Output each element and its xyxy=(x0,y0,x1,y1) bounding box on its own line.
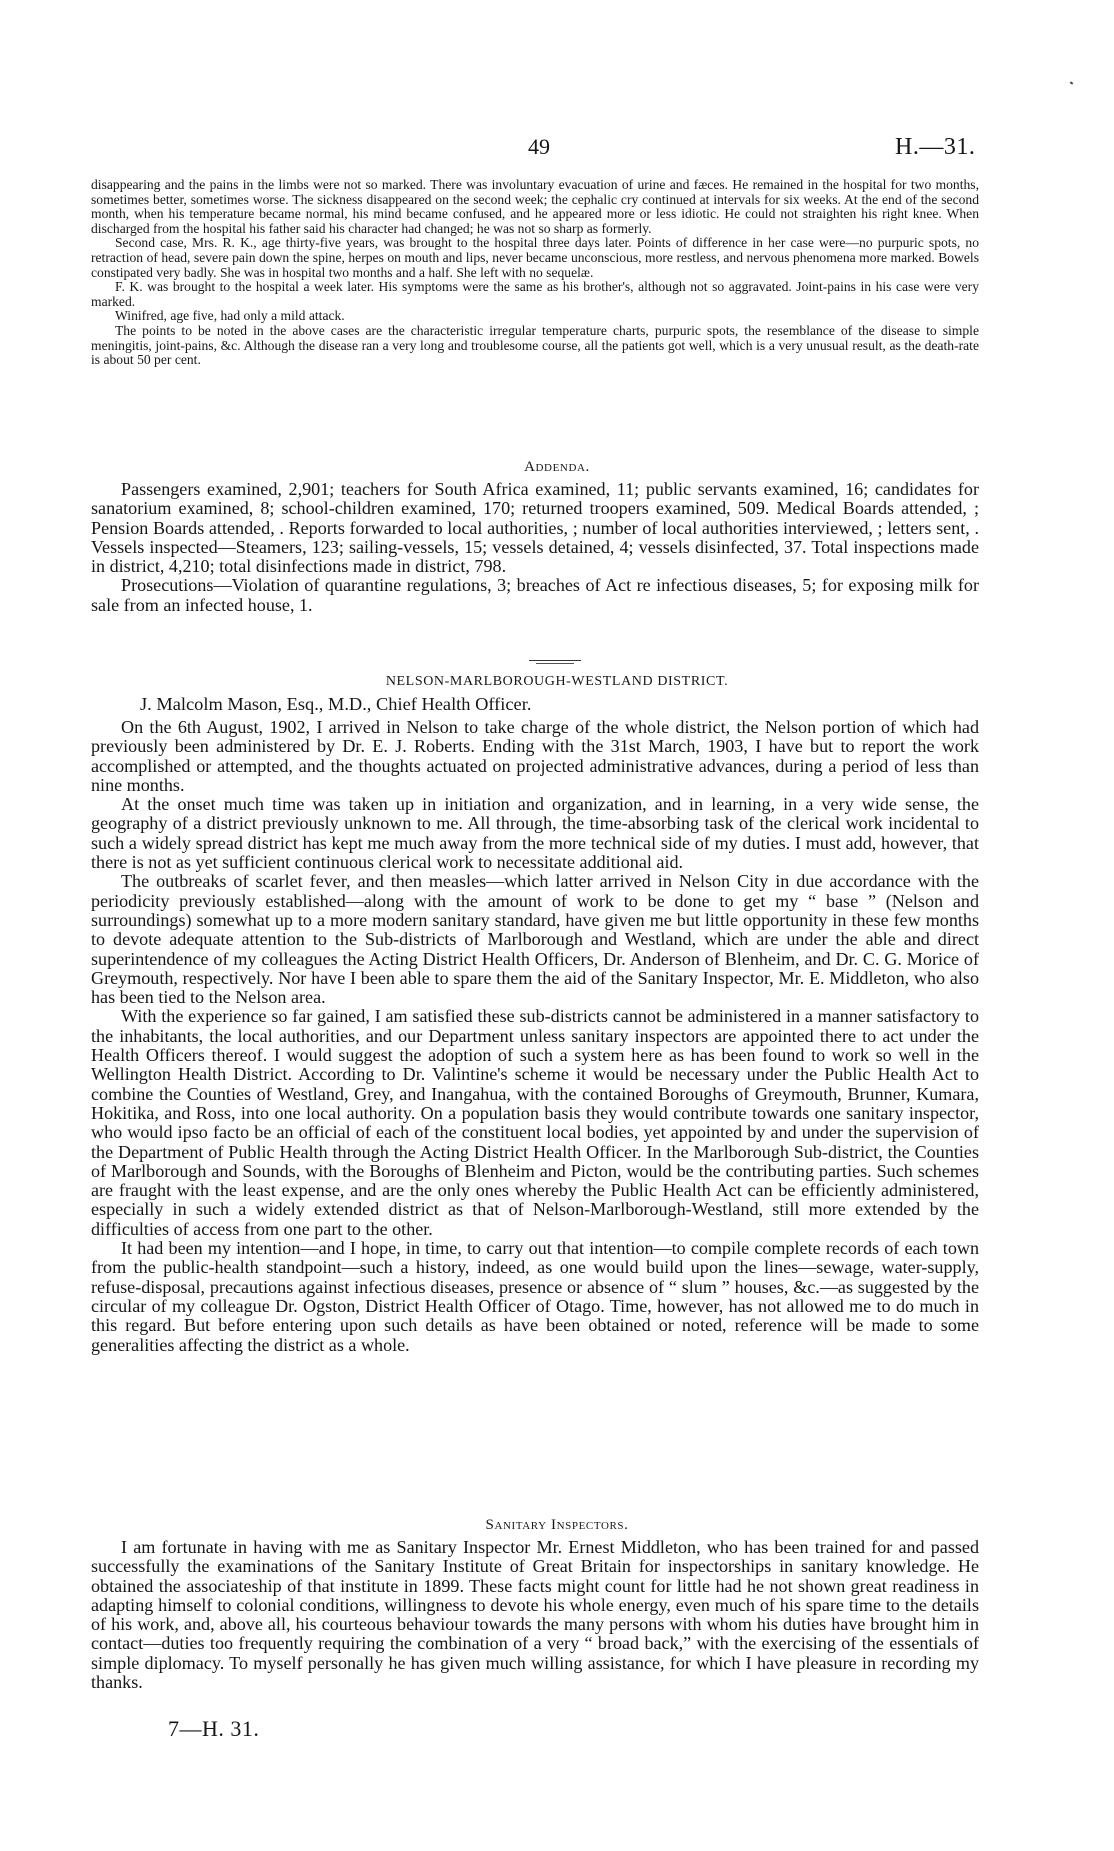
page-number: 49 xyxy=(528,134,550,159)
footer-signature: 7—H. 31. xyxy=(168,1716,260,1741)
district-paragraph: It had been my intention—and I hope, in time, to carry out that intention—to compile complete records of each town from the public-health standpoint—such a history, indeed, as one would build upon the lines—sewage, water-supply, refuse-disposal, precautions against infectious diseases, presence or absence of “ slum ” houses, &c.—as suggested by the circular of my colleague Dr. Ogston, District Health Officer of Otago. Time, however, has not allowed me to do much in this regard. But before entering upon such details as have been obtained or noted, reference will be made to some generalities affecting the district as a whole. xyxy=(91,1238,979,1355)
sanitary-inspectors-heading: Sanitary Inspectors. xyxy=(485,1517,629,1533)
section-divider xyxy=(529,660,581,661)
district-paragraph: The outbreaks of scarlet fever, and then measles—which latter arrived in Nelson City in due accordance with the periodicity previously established—along with the amount of work to be done to get my “ base ” (Nelson and surroundings) somewhat up to a more modern sanitary standard, have given me but little opportunity in these few months to devote adequate attention to the Sub-districts of Marlborough and Westland, which are under the able and direct superintendence of my colleagues the Acting District Health Officers, Dr. Anderson of Blenheim, and Dr. C. G. Morice of Greymouth, respectively. Nor have I been able to spare them the aid of the Sanitary Inspector, Mr. E. Middleton, who also has been tied to the Nelson area. xyxy=(91,871,979,1008)
author-line: J. Malcolm Mason, Esq., M.D., Chief Health Officer. xyxy=(140,694,532,714)
scan-speck xyxy=(1070,81,1074,84)
district-paragraph: With the experience so far gained, I am satisfied these sub-districts cannot be administered in a manner satisfactory to the inhabitants, the local authorities, and our Department unless sanitary inspectors are appointed there to act under the Health Officers thereof. I would suggest the adoption of such a system here as has been found to work so well in the Wellington Health District. According to Dr. Valintine's scheme it would be necessary under the Public Health Act to combine the Counties of Westland, Grey, and Inangahua, with the contained Boroughs of Greymouth, Brunner, Kumara, Hokitika, and Ross, into one local authority. On a population basis they would contribute towards one sanitary inspector, who would ipso facto be an official of each of the constituent local bodies, yet appointed by and under the supervision of the Department of Public Health through the Acting District Health Officer. In the Marlborough Sub-district, the Counties of Marlborough and Sounds, with the Boroughs of Blenheim and Picton, would be the contributing parties. Such schemes are fraught with the least expense, and are the only ones whereby the Public Health Act can be efficiently administered, especially in such a widely extended district as that of Nelson-Marlborough-Westland, still more extended by the difficulties of access from one part to the other. xyxy=(91,1006,979,1239)
district-report-section xyxy=(91,718,979,1355)
case-paragraph: disappearing and the pains in the limbs were not so marked. There was involuntary evacuation of urine and fæces. He remained in the hospital for two months, sometimes better, sometimes worse. The sickness disappeared on the second week; the cephalic cry continued at intervals for six weeks. At the end of the second month, when his temperature became normal, his mind became confused, and he appeared more or less idiotic. He could not straighten his right knee. When discharged from the hospital his father said his character had changed; he was not so sharp as formerly. xyxy=(91,177,979,236)
case-paragraph: Second case, Mrs. R. K., age thirty-five years, was brought to the hospital three days later. Points of difference in her case were—no purpuric spots, no retraction of head, severe pain down the spine, herpes on mouth and lips, never became unconscious, more restless, and nervous phenomena more marked. Bowels constipated very badly. She was in hospital two months and a half. She left with no sequelæ. xyxy=(91,235,979,280)
document-reference: H.—31. xyxy=(895,134,976,160)
addenda-heading: Addenda. xyxy=(524,459,590,475)
district-heading: NELSON-MARLBOROUGH-WESTLAND DISTRICT. xyxy=(385,674,729,689)
addenda-paragraph: Prosecutions—Violation of quarantine regulations, 3; breaches of Act re infectious diseases, 5; for exposing milk for sale from an infected house, 1. xyxy=(91,575,979,615)
page-header xyxy=(0,134,1114,164)
section-divider-short xyxy=(536,663,574,664)
case-paragraph: F. K. was brought to the hospital a week later. His symptoms were the same as his brother's, although not so aggravated. Joint-pains in his case were very marked. xyxy=(91,279,979,309)
district-paragraph: On the 6th August, 1902, I arrived in Nelson to take charge of the whole district, the Nelson portion of which had previously been administered by Dr. E. J. Roberts. Ending with the 31st March, 1903, I have but to report the work accomplished or attempted, and the thoughts actuated on projected administrative advances, during a period of less than nine months. xyxy=(91,717,979,795)
sanitary-paragraph: I am fortunate in having with me as Sanitary Inspector Mr. Ernest Middleton, who has been trained for and passed successfully the examinations of the Sanitary Institute of Great Britain for inspectorships in sanitary knowledge. He obtained the associateship of that institute in 1899. These facts might count for little had he not shown great readiness in adapting himself to colonial conditions, willingness to devote his whole energy, even much of his spare time to the details of his work, and, above all, his courteous behaviour towards the many persons with whom his duties have brought him in contact—duties too frequently requiring the combination of a very “ broad back,” with the exercising of the essentials of simple diplomacy. To myself personally he has given much willing assistance, for which I have pleasure in recording my thanks. xyxy=(91,1537,979,1693)
district-paragraph: At the onset much time was taken up in initiation and organization, and in learning, in a very wide sense, the geography of a district previously unknown to me. All through, the time-absorbing task of the clerical work incidental to such a widely spread district has kept me much away from the more technical side of my duties. I must add, however, that there is not as yet sufficient continuous clerical work to necessitate additional aid. xyxy=(91,794,979,873)
addenda-section xyxy=(91,480,979,615)
addenda-paragraph: Passengers examined, 2,901; teachers for South Africa examined, 11; public servants examined, 16; candidates for sanatorium examined, 8; school-children examined, 170; returned troopers examined, 509. Medical Boards attended, ; Pension Boards attended, . Reports forwarded to local authorities, ; number of local authorities interviewed, ; letters sent, . Vessels inspected—Steamers, 123; sailing-vessels, 15; vessels detained, 4; vessels disinfected, 37. Total inspections made in district, 4,210; total disinfections made in district, 798. xyxy=(91,479,979,577)
case-paragraph: Winifred, age five, had only a mild attack. xyxy=(115,308,345,324)
case-report-section xyxy=(91,178,979,368)
case-paragraph: The points to be noted in the above cases are the characteristic irregular temperature charts, purpuric spots, the resemblance of the disease to simple meningitis, joint-pains, &c. Although the disease ran a very long and troublesome course, all the patients got well, which is a very unusual result, as the death-rate is about 50 per cent. xyxy=(91,322,979,368)
sanitary-inspectors-section xyxy=(91,1538,979,1692)
